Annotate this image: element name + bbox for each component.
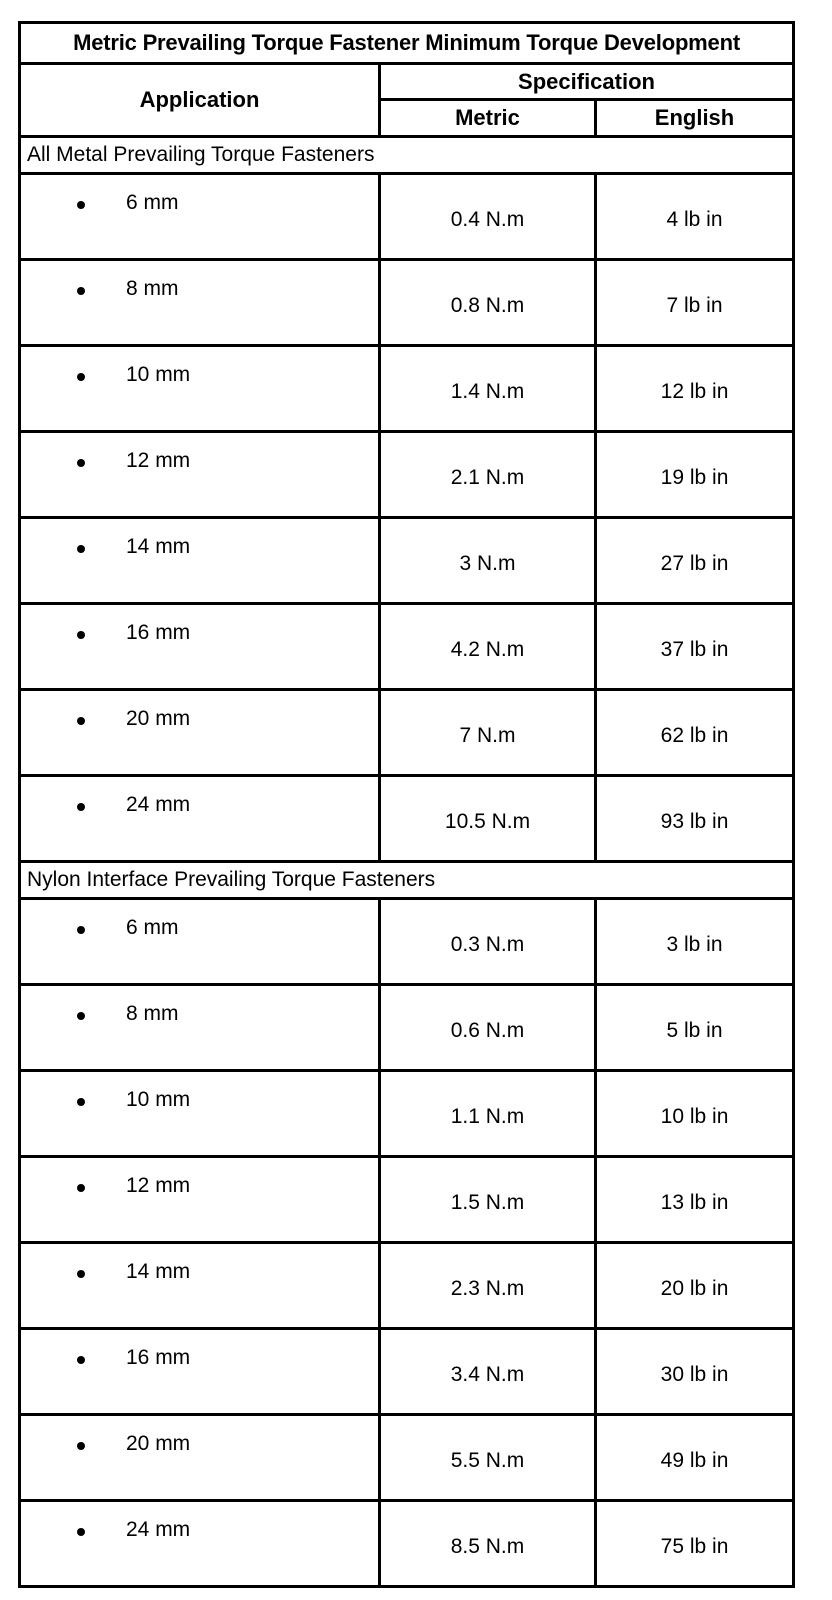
- application-cell-inner: [21, 691, 378, 767]
- application-cell: [20, 1071, 380, 1157]
- fastener-size: 8 mm: [126, 1002, 179, 1025]
- application-cell: [20, 518, 380, 604]
- english-value: 30 lb in: [596, 1329, 794, 1415]
- metric-value: 8.5 N.m: [380, 1501, 596, 1587]
- bullet-icon: [77, 545, 85, 553]
- application-cell-inner: [21, 777, 378, 853]
- application-cell: [20, 432, 380, 518]
- specification-header: Specification: [380, 64, 794, 100]
- metric-value: 3.4 N.m: [380, 1329, 596, 1415]
- table-row: [20, 1157, 794, 1243]
- bullet-icon: [77, 373, 85, 381]
- table-row: [20, 776, 794, 862]
- fastener-size: 10 mm: [126, 1088, 191, 1111]
- fastener-size: 14 mm: [126, 535, 191, 558]
- bullet-icon: [77, 1098, 85, 1106]
- english-value: 7 lb in: [596, 260, 794, 346]
- fastener-size: 6 mm: [126, 916, 179, 939]
- bullet-icon: [77, 803, 85, 811]
- application-cell: [20, 346, 380, 432]
- application-cell-inner: [21, 900, 378, 976]
- fastener-size: 8 mm: [126, 277, 179, 300]
- english-value: 49 lb in: [596, 1415, 794, 1501]
- metric-value: 0.6 N.m: [380, 985, 596, 1071]
- metric-value: 2.1 N.m: [380, 432, 596, 518]
- fastener-size: 12 mm: [126, 1174, 191, 1197]
- application-cell-inner: [21, 1330, 378, 1406]
- bullet-icon: [77, 1012, 85, 1020]
- english-value: 20 lb in: [596, 1243, 794, 1329]
- application-cell: [20, 260, 380, 346]
- metric-value: 0.4 N.m: [380, 174, 596, 260]
- metric-value: 1.5 N.m: [380, 1157, 596, 1243]
- metric-value: 4.2 N.m: [380, 604, 596, 690]
- english-value: 13 lb in: [596, 1157, 794, 1243]
- fastener-size: 20 mm: [126, 1432, 191, 1455]
- application-cell-inner: [21, 347, 378, 423]
- fastener-size: 12 mm: [126, 449, 191, 472]
- fastener-size: 6 mm: [126, 191, 179, 214]
- application-cell: [20, 174, 380, 260]
- application-cell-inner: [21, 1244, 378, 1320]
- bullet-icon: [77, 287, 85, 295]
- metric-value: 1.1 N.m: [380, 1071, 596, 1157]
- application-cell: [20, 1415, 380, 1501]
- table-row: [20, 1501, 794, 1587]
- application-cell-inner: [21, 1416, 378, 1492]
- bullet-icon: [77, 717, 85, 725]
- bullet-icon: [77, 1442, 85, 1450]
- fastener-size: 14 mm: [126, 1260, 191, 1283]
- table-row: [20, 174, 794, 260]
- table-title: Metric Prevailing Torque Fastener Minimum Torque Development: [20, 23, 794, 64]
- application-cell: [20, 899, 380, 985]
- metric-value: 2.3 N.m: [380, 1243, 596, 1329]
- application-cell-inner: [21, 1072, 378, 1148]
- application-cell: [20, 1329, 380, 1415]
- table-row: [20, 690, 794, 776]
- application-cell: [20, 1157, 380, 1243]
- english-value: 93 lb in: [596, 776, 794, 862]
- metric-value: 7 N.m: [380, 690, 596, 776]
- application-cell-inner: [21, 1502, 378, 1578]
- table-row: [20, 432, 794, 518]
- metric-value: 0.8 N.m: [380, 260, 596, 346]
- bullet-icon: [77, 1528, 85, 1536]
- torque-spec-table-container: [18, 21, 795, 1588]
- table-row: [20, 1243, 794, 1329]
- application-cell: [20, 604, 380, 690]
- application-cell: [20, 1501, 380, 1587]
- fastener-size: 24 mm: [126, 1518, 191, 1541]
- bullet-icon: [77, 1356, 85, 1364]
- english-value: 10 lb in: [596, 1071, 794, 1157]
- table-row: [20, 1415, 794, 1501]
- metric-value: 5.5 N.m: [380, 1415, 596, 1501]
- english-value: 37 lb in: [596, 604, 794, 690]
- group-label: All Metal Prevailing Torque Fasteners: [20, 137, 794, 174]
- application-cell-inner: [21, 433, 378, 509]
- english-value: 19 lb in: [596, 432, 794, 518]
- bullet-icon: [77, 1270, 85, 1278]
- bullet-icon: [77, 1184, 85, 1192]
- english-value: 27 lb in: [596, 518, 794, 604]
- metric-value: 0.3 N.m: [380, 899, 596, 985]
- table-row: [20, 985, 794, 1071]
- english-value: 62 lb in: [596, 690, 794, 776]
- table-row: [20, 260, 794, 346]
- table-body: [20, 137, 794, 1587]
- bullet-icon: [77, 201, 85, 209]
- table-row: [20, 899, 794, 985]
- table-row: [20, 604, 794, 690]
- application-cell-inner: [21, 261, 378, 337]
- metric-header: Metric: [380, 100, 596, 137]
- metric-value: 3 N.m: [380, 518, 596, 604]
- metric-value: 10.5 N.m: [380, 776, 596, 862]
- application-cell: [20, 776, 380, 862]
- bullet-icon: [77, 631, 85, 639]
- fastener-size: 20 mm: [126, 707, 191, 730]
- english-value: 3 lb in: [596, 899, 794, 985]
- application-cell-inner: [21, 1158, 378, 1234]
- fastener-size: 16 mm: [126, 1346, 191, 1369]
- application-cell-inner: [21, 519, 378, 595]
- english-header: English: [596, 100, 794, 137]
- fastener-size: 24 mm: [126, 793, 191, 816]
- group-row: [20, 862, 794, 899]
- bullet-icon: [77, 459, 85, 467]
- english-value: 75 lb in: [596, 1501, 794, 1587]
- table-row: [20, 1329, 794, 1415]
- table-row: [20, 518, 794, 604]
- group-row: [20, 137, 794, 174]
- table-row: [20, 346, 794, 432]
- application-cell-inner: [21, 986, 378, 1062]
- torque-spec-table: [18, 21, 795, 1588]
- application-header: Application: [20, 64, 380, 137]
- application-cell-inner: [21, 175, 378, 251]
- application-cell: [20, 985, 380, 1071]
- fastener-size: 16 mm: [126, 621, 191, 644]
- table-row: [20, 1071, 794, 1157]
- application-cell: [20, 1243, 380, 1329]
- fastener-size: 10 mm: [126, 363, 191, 386]
- english-value: 4 lb in: [596, 174, 794, 260]
- group-label: Nylon Interface Prevailing Torque Fasteners: [20, 862, 794, 899]
- english-value: 5 lb in: [596, 985, 794, 1071]
- application-cell-inner: [21, 605, 378, 681]
- application-cell: [20, 690, 380, 776]
- bullet-icon: [77, 926, 85, 934]
- english-value: 12 lb in: [596, 346, 794, 432]
- metric-value: 1.4 N.m: [380, 346, 596, 432]
